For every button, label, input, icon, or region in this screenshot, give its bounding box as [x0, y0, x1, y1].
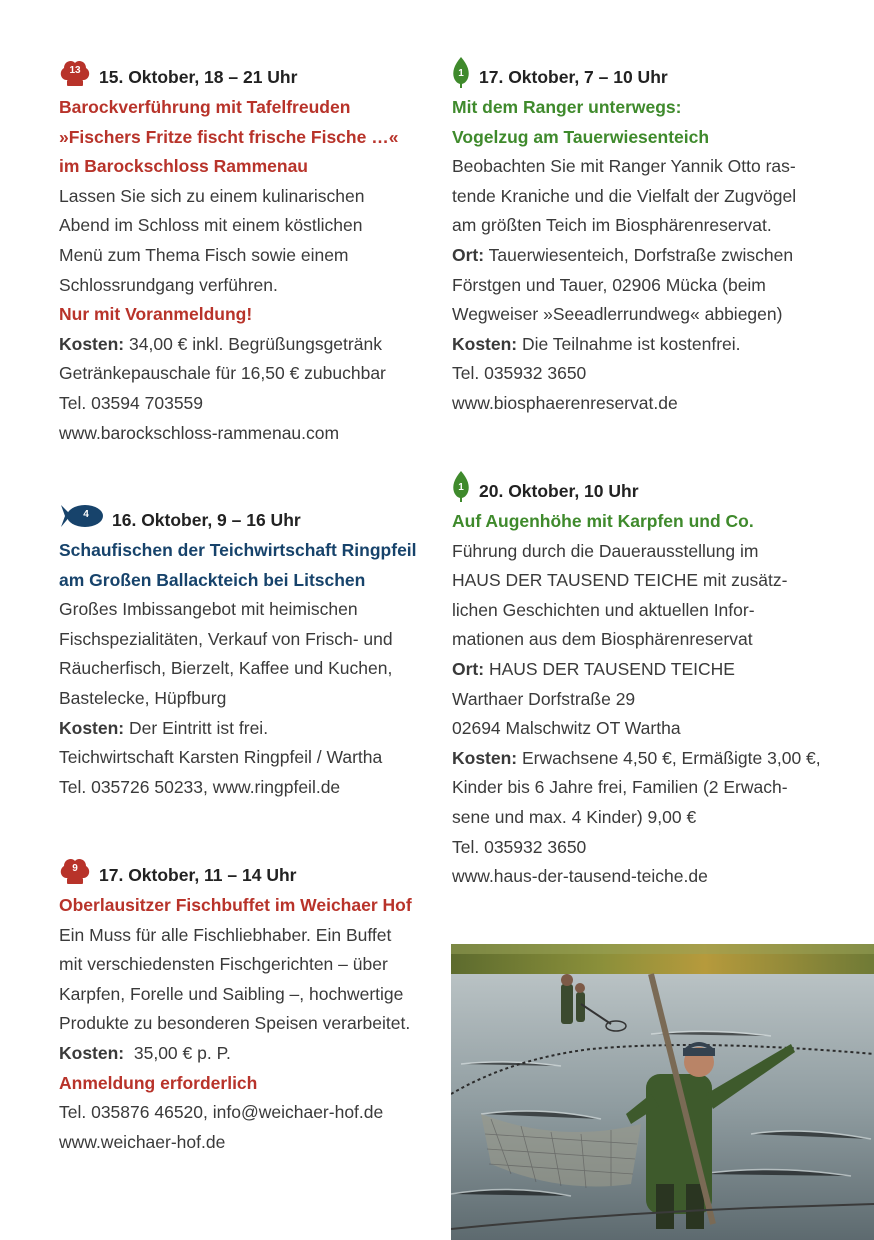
event-description: mit verschiedensten Fischgerichten – über	[59, 954, 388, 975]
event-title: »Fischers Fritze fischt frische Fische …«	[59, 126, 399, 147]
event-description: Großes Imbissangebot mit heimischen	[59, 599, 358, 620]
event-website-link[interactable]: www.biosphaerenreservat.de	[452, 392, 678, 413]
cost-label: Kosten:	[452, 747, 518, 768]
event-description: Karpfen, Forelle und Saibling –, hochwertige	[59, 983, 404, 1004]
event-website-link[interactable]: www.haus-der-tausend-teiche.de	[452, 866, 708, 887]
event-description: tende Kraniche und die Vielfalt der Zugvögel	[452, 185, 797, 206]
event-date: 16. Oktober, 9 – 16 Uhr	[112, 510, 301, 530]
event-title: Vogelzug am Tauerwiesenteich	[452, 126, 710, 147]
event-description: HAUS DER TAUSEND TEICHE mit zusätz-	[452, 570, 788, 591]
event-description: Menü zum Thema Fisch sowie einem	[59, 244, 349, 265]
event-augenhoehe	[452, 478, 867, 892]
event-note: Anmeldung erforderlich	[59, 1072, 258, 1093]
event-badge-number: 4	[83, 509, 89, 520]
event-barock	[59, 64, 429, 448]
cost-value: Erwachsene 4,50 €, Ermäßigte 3,00 €,	[517, 747, 821, 768]
event-date: 17. Oktober, 7 – 10 Uhr	[479, 67, 668, 87]
event-extra: Teichwirtschaft Karsten Ringpfeil / Wartha	[59, 747, 383, 768]
event-cost-detail: Kinder bis 6 Jahre frei, Familien (2 Erwach-	[452, 777, 788, 798]
event-description: Fischspezialitäten, Verkauf von Frisch- und	[59, 628, 393, 649]
cost-label: Kosten:	[59, 717, 125, 738]
event-phone-website[interactable]: Tel. 035726 50233, www.ringpfeil.de	[59, 776, 341, 797]
event-place: Wegweiser »Seeadlerrundweg« abbiegen)	[452, 304, 783, 325]
event-description: Produkte zu besonderen Speisen verarbeitet.	[59, 1013, 411, 1034]
event-ranger	[452, 64, 862, 419]
event-title: Schaufischen der Teichwirtschaft Ringpfeil	[59, 540, 417, 560]
event-badge-number: 9	[72, 863, 78, 874]
event-extra: Getränkepauschale für 16,50 € zubuchbar	[59, 363, 386, 384]
place-label: Ort:	[452, 244, 485, 265]
event-title: am Großen Ballackteich bei Litschen	[59, 569, 366, 590]
event-date-line	[59, 862, 439, 888]
event-title: Barockverführung mit Tafelfreuden	[59, 97, 351, 117]
event-title: Mit dem Ranger unterwegs:	[452, 97, 682, 117]
event-title: Auf Augenhöhe mit Karpfen und Co.	[452, 511, 754, 531]
event-description: Bastelecke, Hüpfburg	[59, 687, 227, 708]
cost-value: Die Teilnahme ist kostenfrei.	[517, 333, 741, 354]
event-place: 02694 Malschwitz OT Wartha	[452, 718, 681, 739]
event-place: Förstgen und Tauer, 02906 Mücka (beim	[452, 274, 766, 295]
event-website-link[interactable]: www.barockschloss-rammenau.com	[59, 422, 340, 443]
cost-value: 35,00 € p. P.	[124, 1042, 231, 1063]
event-place: Warthaer Dorfstraße 29	[452, 688, 636, 709]
event-phone: Tel. 035932 3650	[452, 836, 587, 857]
event-note: Nur mit Voranmeldung!	[59, 304, 253, 325]
cost-value: 34,00 € inkl. Begrüßungsgetränk	[124, 333, 382, 354]
event-description: Ein Muss für alle Fischliebhaber. Ein Buffet	[59, 924, 392, 945]
event-cost-detail: sene und max. 4 Kinder) 9,00 €	[452, 806, 697, 827]
event-description: mationen aus dem Biosphärenreservat	[452, 629, 753, 650]
place-label: Ort:	[452, 658, 485, 679]
event-cost	[59, 330, 429, 360]
event-cost	[59, 1039, 439, 1069]
event-description: Räucherfisch, Bierzelt, Kaffee und Kuchen,	[59, 658, 393, 679]
event-cost	[59, 714, 439, 744]
event-title: Oberlausitzer Fischbuffet im Weichaer Hof	[59, 895, 412, 915]
cost-value: Der Eintritt ist frei.	[124, 717, 269, 738]
event-badge-number: 13	[69, 65, 81, 76]
fishing-photo	[451, 944, 874, 1240]
event-date-line	[452, 478, 867, 504]
fishing-photo-image	[451, 944, 874, 1240]
event-cost	[452, 744, 867, 774]
event-date-line	[452, 64, 862, 90]
event-description: Schlossrundgang verführen.	[59, 274, 278, 295]
event-date-line	[59, 507, 439, 533]
event-description: Führung durch die Dauerausstellung im	[452, 540, 759, 561]
event-phone: Tel. 035932 3650	[452, 363, 587, 384]
event-badge-number: 1	[458, 482, 464, 493]
event-date: 20. Oktober, 10 Uhr	[479, 481, 639, 501]
event-website-link[interactable]: www.weichaer-hof.de	[59, 1131, 226, 1152]
event-date: 15. Oktober, 18 – 21 Uhr	[99, 67, 298, 87]
cost-label: Kosten:	[59, 333, 125, 354]
event-phone-email[interactable]: Tel. 035876 46520, info@weichaer-hof.de	[59, 1102, 384, 1123]
event-place	[452, 241, 862, 271]
place-value: Tauerwiesenteich, Dorfstraße zwischen	[484, 244, 794, 265]
event-phone: Tel. 03594 703559	[59, 392, 204, 413]
event-badge-number: 1	[458, 68, 464, 79]
event-schaufischen	[59, 507, 439, 802]
event-date: 17. Oktober, 11 – 14 Uhr	[99, 865, 297, 885]
event-cost	[452, 330, 862, 360]
event-description: Beobachten Sie mit Ranger Yannik Otto ras-	[452, 156, 796, 177]
event-description: lichen Geschichten und aktuellen Infor-	[452, 599, 755, 620]
event-description: Lassen Sie sich zu einem kulinarischen	[59, 185, 365, 206]
event-description: am größten Teich im Biosphärenreservat.	[452, 215, 772, 236]
event-fischbuffet	[59, 862, 439, 1157]
cost-label: Kosten:	[59, 1042, 125, 1063]
cost-label: Kosten:	[452, 333, 518, 354]
event-date-line	[59, 64, 429, 90]
place-value: HAUS DER TAUSEND TEICHE	[484, 658, 735, 679]
event-place	[452, 655, 867, 685]
event-description: Abend im Schloss mit einem köstlichen	[59, 215, 363, 236]
event-title: im Barockschloss Rammenau	[59, 156, 308, 177]
